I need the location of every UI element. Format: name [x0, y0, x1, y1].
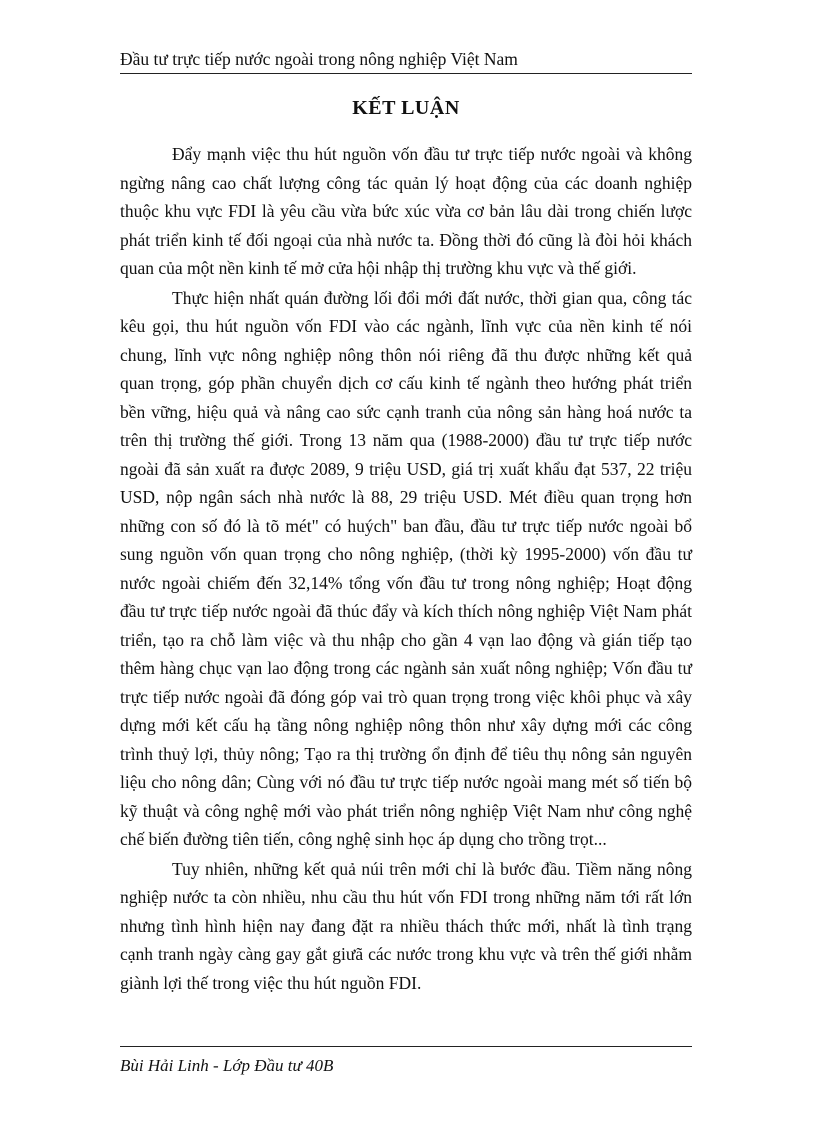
section-title: KẾT LUẬN — [352, 97, 460, 119]
paragraph-3: Tuy nhiên, những kết quả núi trên mới chỉ là bước đầu. Tiềm năng nông nghiệp nước ta còn nhiều, nhu cầu thu hút vốn FDI trong những năm tới rất lớn nhưng tình hình hiện nay đang đặt ra nhiều thách thức mới, nhất là tình trạng cạnh tranh ngày càng gay gắt giưã các nước trong khu vực và trên thế giới nhằm giành lợi thế trong việc thu hút nguồn FDI. — [120, 858, 692, 993]
running-header-title: Đầu tư trực tiếp nước ngoài trong nông nghiệp Việt Nam — [120, 49, 518, 69]
paragraph-1: Đẩy mạnh việc thu hút nguồn vốn đầu tư trực tiếp nước ngoài và không ngừng nâng cao chất lượng công tác quản lý hoạt động của các doanh nghiệp thuộc khu vực FDI là yêu cầu vừa bức xúc vừa cơ bản lâu dài trong chiến lược phát triển kinh tế đối ngoại của nhà nước ta. Đồng thời đó cũng là đòi hỏi khách quan của một nền kinh tế mở cửa hội nhập thị trường khu vực và thế giới. — [120, 144, 692, 278]
body-text — [120, 140, 692, 997]
running-header — [120, 48, 692, 74]
running-footer — [120, 1046, 692, 1077]
paragraph-2: Thực hiện nhất quán đường lối đổi mới đất nước, thời gian qua, công tác kêu gọi, thu hút nguồn vốn FDI vào các ngành, lĩnh vực của nền kinh tế nói chung, lĩnh vực nông nghiệp nông thôn nói riêng đã thu được những kết quả quan trọng, góp phần chuyển dịch cơ cấu kinh tế ngành theo hướng phát triển bền vững, hiệu quả và nâng cao sức cạnh tranh của nông sản hàng hoá nước ta trên thị trường thế giới. Trong 13 năm qua (1988-2000) đầu tư trực tiếp nước ngoài đã sản xuất ra được 2089, 9 triệu USD, giá trị xuất khẩu đạt 537, 22 triệu USD, nộp ngân sách nhà nước là 88, 29 triệu USD. Mét điều quan trọng hơn những con số đó là tõ mét" có huých" ban đầu, đầu tư trực tiếp nước ngoài bổ sung nguồn vốn quan trọng cho nông nghiệp, (thời kỳ 1995-2000) vốn đầu tư nước ngoài chiếm đến 32,14% tổng vốn đầu tư trong nông nghiệp; Hoạt động đầu tư trực tiếp nước ngoài đã thúc đẩy và kích thích nông nghiệp Việt Nam phát triển, tạo ra chỗ làm việc và thu nhập cho gần 4 vạn lao động và gián tiếp tạo thêm hàng chục vạn lao động trong các ngành sản xuất nông nghiệp; Vốn đầu tư trực tiếp nước ngoài đã đóng góp vai trò quan trọng trong việc khôi phục và xây dựng mới kết cấu hạ tầng nông nghiệp nông thôn như xây dựng mới các công trình thuỷ lợi, thủy nông; Tạo ra thị trường ổn định để tiêu thụ nông sản nguyên liệu cho nông dân; Cùng với nó đầu tư trực tiếp nước ngoài mang mét số tiến bộ kỹ thuật và công nghệ mới vào phát triển nông nghiệp Việt Nam như công nghệ chế biến đường tiên tiến, công nghệ sinh học áp dụng cho trồng trọt... — [120, 287, 692, 849]
footer-author-line: Bùi Hải Linh - Lớp Đầu tư 40B — [120, 1056, 334, 1075]
